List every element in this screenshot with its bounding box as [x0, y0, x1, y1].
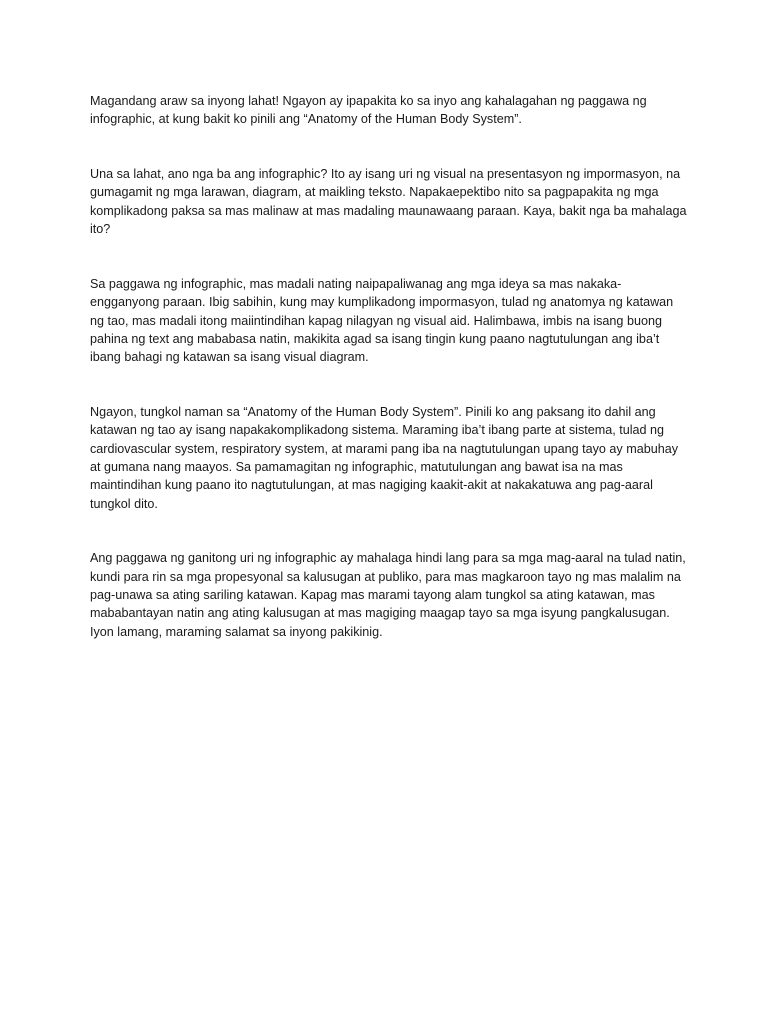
paragraph-spacer [90, 366, 690, 403]
paragraph-greeting: Magandang araw sa inyong lahat! Ngayon ay ipapakita ko sa inyo ang kahalagahan ng paggawa ng infographic, at kung bakit ko pinili ang “Anatomy of the Human Body System”. [90, 94, 647, 127]
paragraph-spacer [90, 129, 690, 166]
paragraph-spacer [90, 238, 690, 275]
document-body [90, 92, 690, 641]
paragraph-definition: Una sa lahat, ano nga ba ang infographic? Ito ay isang uri ng visual na presentasyon ng impormasyon, na gumagamit ng mga larawan, diagram, at maikling teksto. Napakaepektibo nito sa pagpapakita ng mga komplikadong paksa sa mas malinaw at mas madaling maunawaang paraan. Kaya, bakit nga ba mahalaga ito? [90, 167, 687, 237]
paragraph-topic-choice: Ngayon, tungkol naman sa “Anatomy of the Human Body System”. Pinili ko ang paksang ito dahil ang katawan ng tao ay isang napakakomplikadong sistema. Maraming iba’t ibang parte at sistema, tulad ng cardiovascular system, respiratory system, at marami pang iba na nagtutulungan upang tayo ay mabuhay at gumana nang maayos. Sa pamamagitan ng infographic, matutulungan ang bawat isa na mas maintindihan kung paano ito nagtutulungan, at mas nagiging kaakit-akit at nakakatuwa ang pag-aaral tungkol dito. [90, 405, 679, 511]
paragraph-spacer [90, 513, 690, 550]
paragraph-benefits: Sa paggawa ng infographic, mas madali nating naipapaliwanag ang mga ideya sa mas nakaka-engganyong paraan. Ibig sabihin, kung may kumplikadong impormasyon, tulad ng anatomya ng katawan ng tao, mas madali itong maiintindihan kapag nilagyan ng visual aid. Halimbawa, imbis na isang buong pahina ng text ang mababasa natin, makikita agad sa isang tingin kung paano nagtutulungan ang iba’t ibang bahagi ng katawan sa isang visual diagram. [90, 276, 674, 365]
paragraph-conclusion: Ang paggawa ng ganitong uri ng infographic ay mahalaga hindi lang para sa mga mag-aaral na tulad natin, kundi para rin sa mga propesyonal sa kalusugan at publiko, para mas magkaroon tayo ng mas malalim na pag-unawa sa ating sariling katawan. Kapag mas marami tayong alam tungkol sa ating katawan, mas mababantayan natin ang ating kalusugan at mas magiging maagap tayo sa mga isyung pangkalusugan. Iyon lamang, maraming salamat sa inyong pakikinig. [90, 551, 686, 639]
